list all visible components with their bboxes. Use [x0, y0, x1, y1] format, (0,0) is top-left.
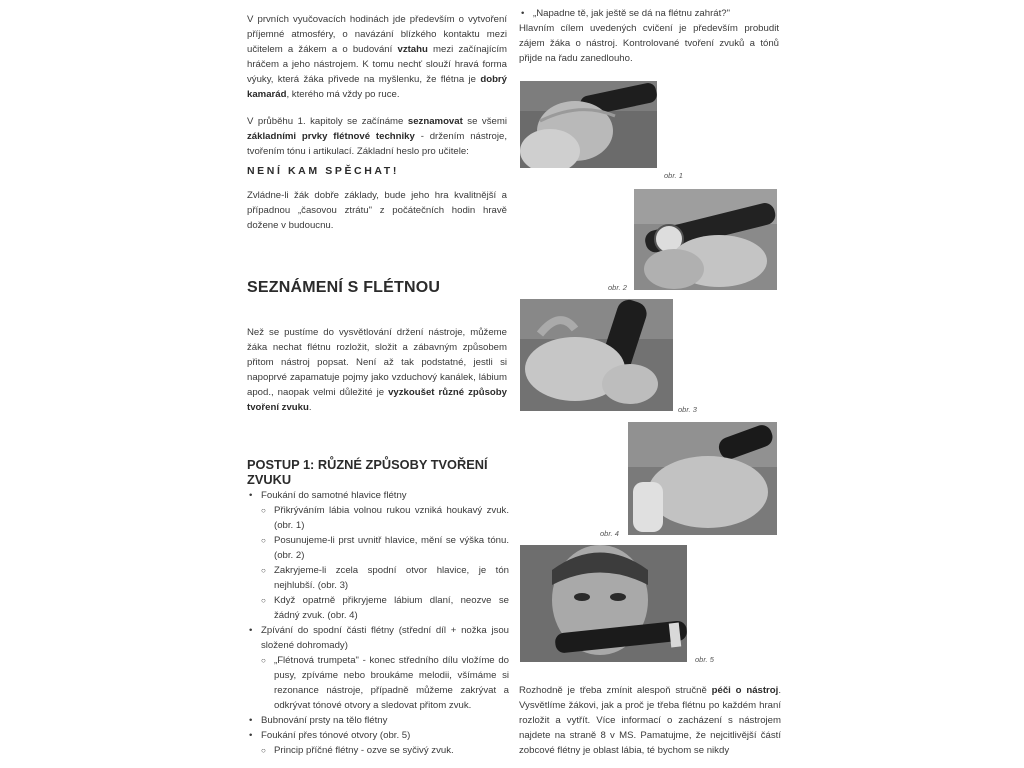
- sub-list-item: [247, 593, 509, 623]
- goal-paragraph: Hlavním cílem uvedených cvičení je především probudit zájem žáka o nástroj. Kontrolované tvoření zvuků a tónů přijde na řadu zanedlouho.: [519, 23, 779, 64]
- sub-list-item: [247, 563, 509, 593]
- caption-figure-3: obr. 3: [678, 405, 697, 414]
- sub-list-item: [247, 743, 509, 758]
- bullet-icon: •: [249, 625, 253, 636]
- list-item-text: „Flétnová trumpeta" - konec středního dílu vložíme do pusy, zpíváme nebo broukáme melodii, všímáme si rezonance nástroje, případně můžeme zakrývat a odkrývat tónové otvory a sledovat přitom zvuk.: [274, 655, 509, 711]
- list-item-text: Zpívání do spodní části flétny (střední díl + nožka jsou složené dohromady): [261, 625, 509, 651]
- sub-list-item: [247, 503, 509, 533]
- chapter-paragraph: V průběhu 1. kapitoly se začínáme seznamovat se všemi základními prvky flétnové techniky - držením nástroje, tvořením tónu i artikulací. Základní heslo pro učitele:: [247, 116, 507, 157]
- motto-text: NENÍ KAM SPĚCHAT!: [247, 165, 399, 177]
- circle-bullet-icon: ○: [261, 536, 266, 545]
- photo-figure-4: [628, 422, 777, 535]
- photo-figure-2: [634, 189, 777, 290]
- list-item-text: Posunujeme-li prst uvnitř hlavice, mění se výška tónu. (obr. 2): [274, 535, 509, 561]
- hands-flute-image: [520, 81, 657, 168]
- caption-figure-1: obr. 1: [664, 171, 683, 180]
- list-item-text: Když opatrně přikryjeme lábium dlaní, neozve se žádný zvuk. (obr. 4): [274, 595, 509, 621]
- list-item: [247, 488, 509, 503]
- list-item-text: Bubnování prsty na tělo flétny: [261, 715, 388, 726]
- list-item: [247, 623, 509, 653]
- basics-paragraph: Zvládne-li žák dobře základy, bude jeho hra kvalitnější a případnou „časovou ztrátu" z počátečních hodin hravě dožene v budoucnu.: [247, 190, 507, 231]
- boy-blowing-tone-holes-image: [520, 545, 687, 662]
- finger-in-headjoint-image: [634, 189, 777, 290]
- circle-bullet-icon: ○: [261, 656, 266, 665]
- intro-paragraph: V prvních vyučovacích hodinách jde především o vytvoření příjemné atmosféry, o navázání blízkého kontaktu mezi učitelem a žákem a o budování vztahu mezi začínajícím hráčem a jeho nástrojem. K tomu nechť slouží hravá forma výuky, která žáka přivede na myšlenku, že flétna je dobrý kamarád, kterého má vždy po ruce.: [247, 14, 507, 100]
- circle-bullet-icon: ○: [261, 506, 266, 515]
- sub-list-item: [247, 653, 509, 713]
- list-item-text: Přikrýváním lábia volnou rukou vzniká houkavý zvuk. (obr. 1): [274, 505, 509, 531]
- list-item-text: Foukání přes tónové otvory (obr. 5): [261, 730, 411, 741]
- caption-figure-4: obr. 4: [600, 529, 619, 538]
- list-item-text: Foukání do samotné hlavice flétny: [261, 490, 407, 501]
- section-heading: SEZNÁMENÍ S FLÉTNOU: [247, 279, 441, 296]
- procedure-list: [247, 488, 509, 758]
- sub-list-item: [247, 533, 509, 563]
- bullet-icon: •: [249, 490, 253, 501]
- list-item: • „Napadne tě, jak ještě se dá na flétnu zahrát?": [521, 8, 731, 19]
- photo-figure-5: [520, 545, 687, 662]
- caption-figure-2: obr. 2: [608, 283, 627, 292]
- bullet-icon: •: [521, 8, 525, 19]
- circle-bullet-icon: ○: [261, 566, 266, 575]
- photo-figure-1: [520, 81, 657, 168]
- section-paragraph: Než se pustíme do vysvětlování držení nástroje, můžeme žáka nechat flétnu rozložit, složit a zábavným způsobem přitom nástroj popsat. Není až tak podstatné, jestli si napoprvé zapamatuje pojmy jako vzduchový kanálek, lábium apod., naopak velmi důležité je vyzkoušet různé způsoby tvoření zvuku.: [247, 327, 507, 413]
- circle-bullet-icon: ○: [261, 746, 266, 755]
- bullet-icon: •: [249, 715, 253, 726]
- list-item-text: Princip příčné flétny - ozve se syčivý zvuk.: [274, 745, 454, 756]
- list-item-text: Zakryjeme-li zcela spodní otvor hlavice, je tón nejhlubší. (obr. 3): [274, 565, 509, 591]
- photo-figure-3: [520, 299, 673, 411]
- right-intro: [519, 6, 779, 66]
- list-item: [247, 713, 509, 728]
- covering-opening-image: [520, 299, 673, 411]
- palm-over-labium-image: [628, 422, 777, 535]
- care-paragraph: Rozhodně je třeba zmínit alespoň stručně péči o nástroj. Vysvětlíme žákovi, jak a proč je třeba flétnu po každém hraní rozložit a vytřít. Více informací o zacházení s nástrojem najdete na straně 8 v MS. Pamatujme, že nejcitlivější částí zobcové flétny je oblast lábia, té bychom se nikdy: [519, 685, 781, 756]
- procedure-heading: POSTUP 1: RŮZNÉ ZPŮSOBY TVOŘENÍ ZVUKU: [247, 457, 488, 487]
- circle-bullet-icon: ○: [261, 596, 266, 605]
- caption-figure-5: obr. 5: [695, 655, 714, 664]
- list-item: [247, 728, 509, 743]
- bullet-icon: •: [249, 730, 253, 741]
